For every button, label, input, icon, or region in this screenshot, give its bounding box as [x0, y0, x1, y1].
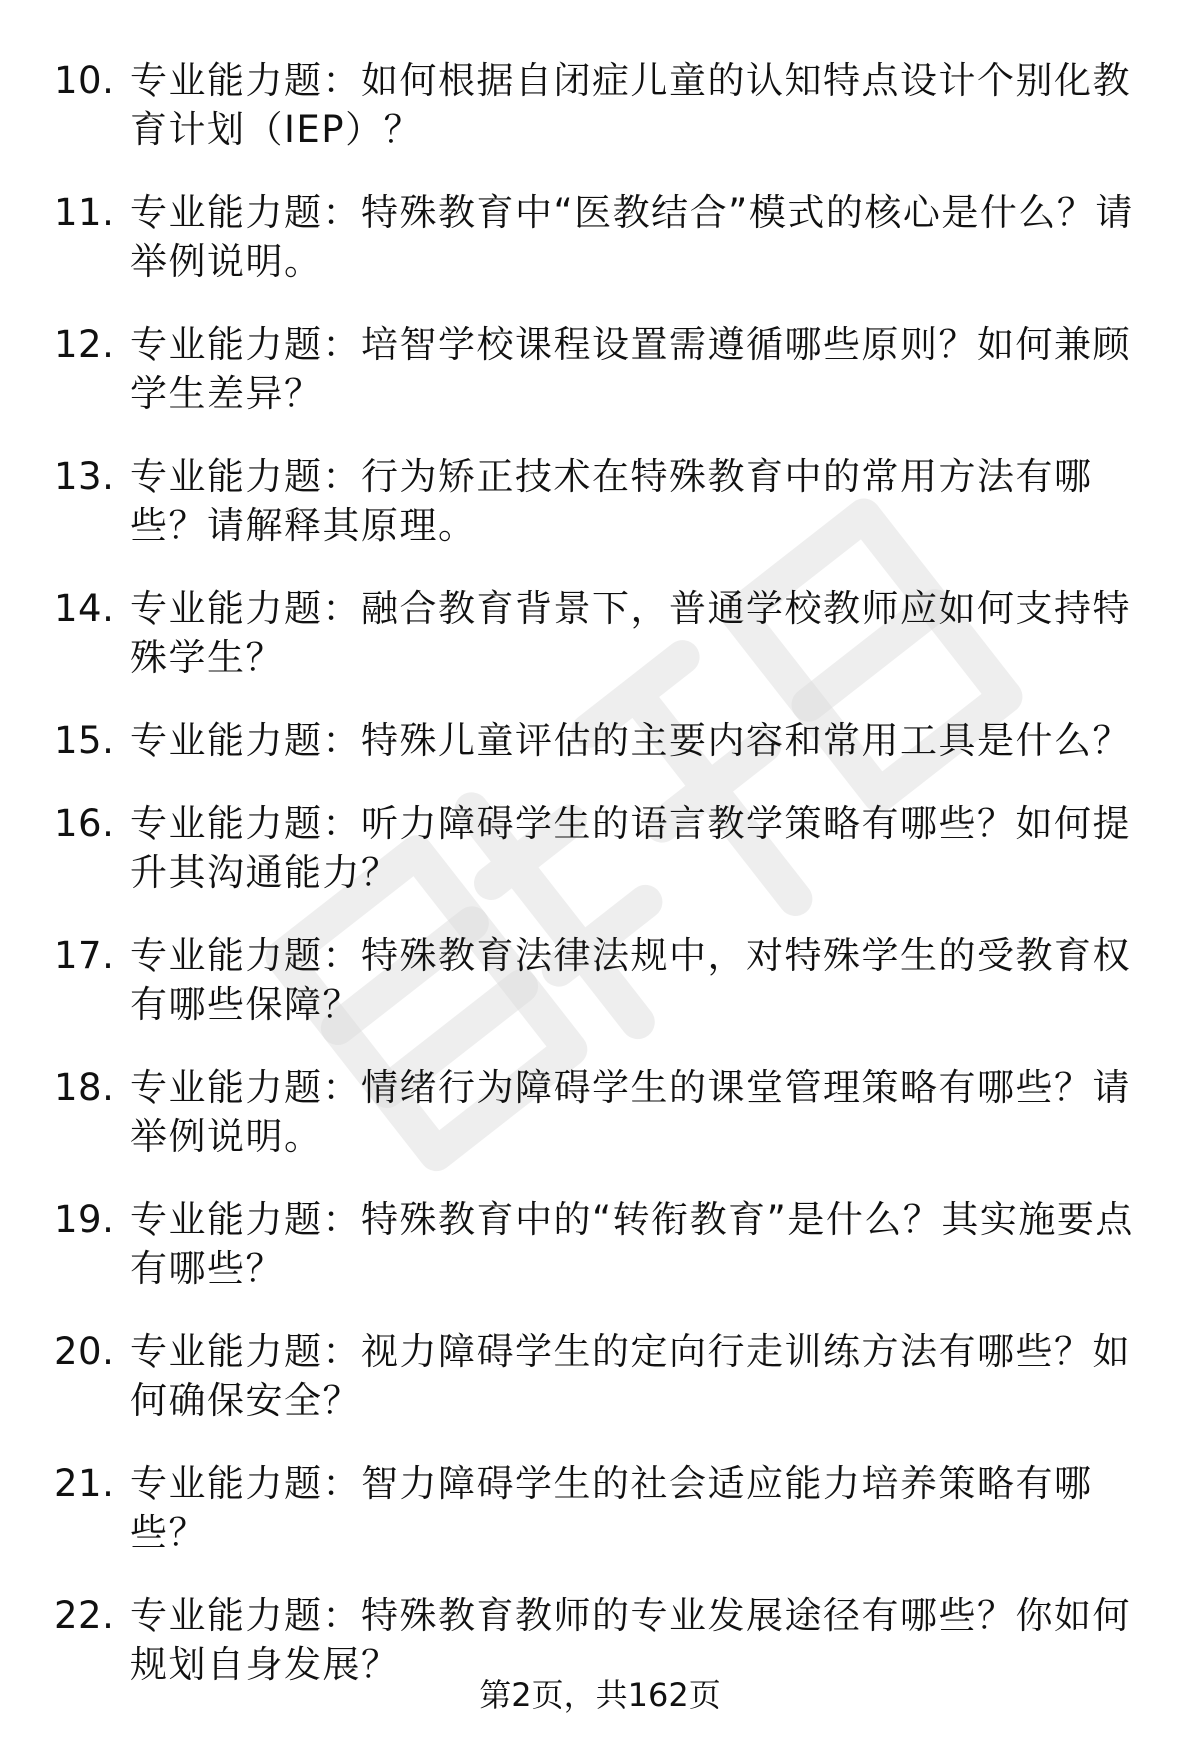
- question-number: 17.: [54, 934, 115, 977]
- list-item: [54, 452, 1144, 550]
- question-number: 20.: [54, 1330, 115, 1373]
- list-item: [54, 1327, 1144, 1425]
- list-item: [54, 584, 1144, 682]
- list-item: [54, 716, 1144, 765]
- question-text: 专业能力题：智力障碍学生的社会适应能力培养策略有哪些？: [130, 1462, 1093, 1554]
- question-number: 16.: [54, 802, 115, 845]
- question-list: [54, 56, 1144, 1723]
- question-text: 专业能力题：如何根据自闭症儿童的认知特点设计个别化教育计划（IEP）？: [130, 59, 1131, 151]
- question-number: 19.: [54, 1198, 115, 1241]
- question-text: 专业能力题：融合教育背景下，普通学校教师应如何支持特殊学生？: [130, 587, 1131, 679]
- list-item: [54, 1459, 1144, 1557]
- question-number: 14.: [54, 587, 115, 630]
- question-number: 21.: [54, 1462, 115, 1505]
- question-number: 22.: [54, 1594, 115, 1637]
- list-item: [54, 56, 1144, 154]
- question-number: 12.: [54, 323, 115, 366]
- question-text: 专业能力题：特殊儿童评估的主要内容和常用工具是什么？: [130, 719, 1131, 762]
- question-text: 专业能力题：特殊教育中的“转衔教育”是什么？其实施要点有哪些？: [130, 1198, 1134, 1290]
- list-item: [54, 188, 1144, 286]
- question-number: 13.: [54, 455, 115, 498]
- question-text: 专业能力题：特殊教育中“医教结合”模式的核心是什么？请举例说明。: [130, 191, 1134, 283]
- list-item: [54, 1063, 1144, 1161]
- question-text: 专业能力题：视力障碍学生的定向行走训练方法有哪些？如何确保安全？: [130, 1330, 1131, 1422]
- list-item: [54, 1195, 1144, 1293]
- question-text: 专业能力题：特殊教育法律法规中，对特殊学生的受教育权有哪些保障？: [130, 934, 1131, 1026]
- question-number: 10.: [54, 59, 115, 102]
- question-text: 专业能力题：行为矫正技术在特殊教育中的常用方法有哪些？请解释其原理。: [130, 455, 1093, 547]
- list-item: [54, 320, 1144, 418]
- question-text: 专业能力题：听力障碍学生的语言教学策略有哪些？如何提升其沟通能力？: [130, 802, 1131, 894]
- list-item: [54, 931, 1144, 1029]
- question-number: 15.: [54, 719, 115, 762]
- list-item: [54, 799, 1144, 897]
- question-number: 18.: [54, 1066, 115, 1109]
- question-number: 11.: [54, 191, 115, 234]
- question-text: 专业能力题：培智学校课程设置需遵循哪些原则？如何兼顾学生差异？: [130, 323, 1131, 415]
- question-text: 专业能力题：特殊教育教师的专业发展途径有哪些？你如何规划自身发展？: [130, 1594, 1131, 1686]
- question-text: 专业能力题：情绪行为障碍学生的课堂管理策略有哪些？请举例说明。: [130, 1066, 1131, 1158]
- page-number: 第2页，共162页: [479, 1676, 721, 1714]
